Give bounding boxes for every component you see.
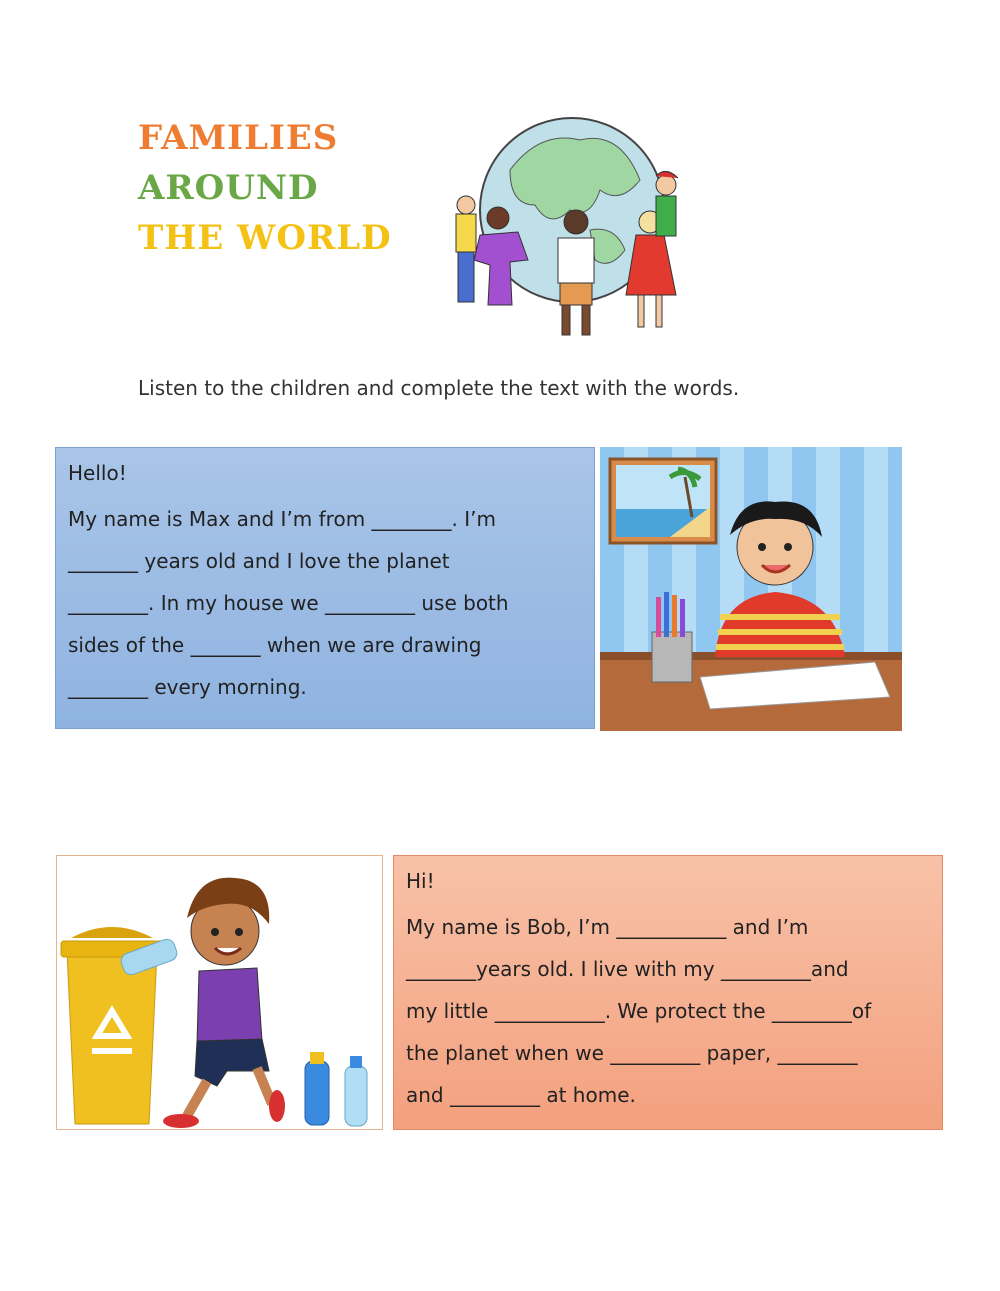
boy-drawing-icon bbox=[600, 447, 902, 731]
children-around-globe-icon bbox=[450, 110, 690, 345]
max-text-line: ________ every morning. bbox=[68, 675, 307, 699]
max-text-line: sides of the _______ when we are drawing bbox=[68, 633, 482, 657]
max-text-line: _______ years old and I love the planet bbox=[68, 549, 450, 573]
boy-recycling-bottle-icon bbox=[56, 855, 383, 1130]
max-text-line: My name is Max and I’m from ________. I’m bbox=[68, 507, 496, 531]
max-greeting: Hello! bbox=[68, 461, 127, 485]
max-text-card bbox=[55, 447, 595, 729]
bob-text-line: and _________ at home. bbox=[406, 1083, 636, 1107]
title-line-around: AROUND bbox=[138, 168, 319, 208]
bob-text-line: my little ___________. We protect the ________of bbox=[406, 999, 872, 1023]
bob-greeting: Hi! bbox=[406, 869, 435, 893]
bob-text-line: the planet when we _________ paper, ________ bbox=[406, 1041, 858, 1065]
max-text-line: ________. In my house we _________ use both bbox=[68, 591, 509, 615]
child-green-icon bbox=[656, 171, 678, 236]
instruction-text: Listen to the children and complete the text with the words. bbox=[138, 376, 740, 400]
title-line-the-world: THE WORLD bbox=[138, 218, 392, 258]
title-line-families: FAMILIES bbox=[138, 118, 339, 158]
bob-text-line: _______years old. I live with my _________and bbox=[406, 957, 849, 981]
bob-text-line: My name is Bob, I’m ___________ and I’m bbox=[406, 915, 809, 939]
bob-text-card bbox=[393, 855, 943, 1130]
child-yellow-icon bbox=[456, 196, 476, 302]
